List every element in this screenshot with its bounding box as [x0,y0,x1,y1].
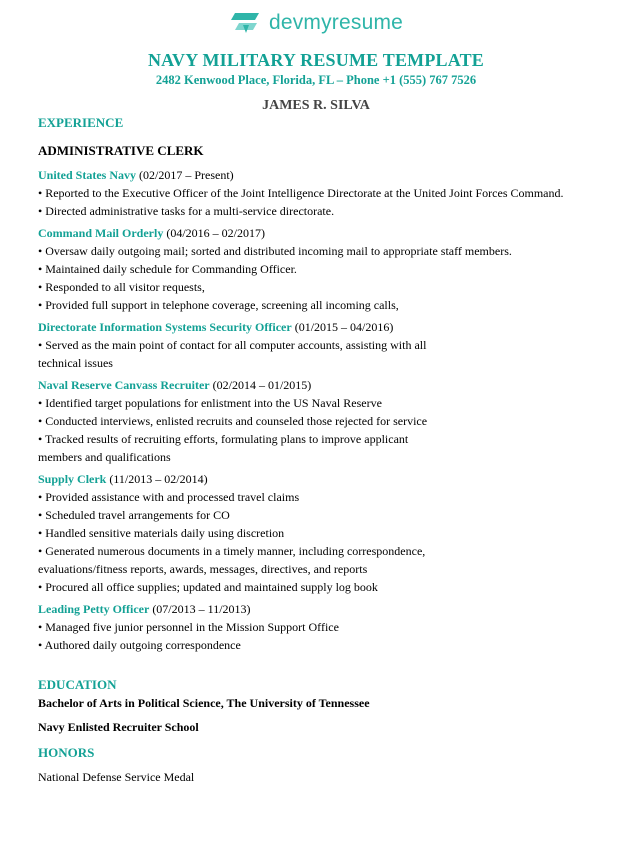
job-bullet: • Identified target populations for enlistment into the US Naval Reserve [38,396,382,410]
job-dates: (01/2015 – 04/2016) [291,320,394,334]
job-header [38,224,598,242]
job-bullet: • Procured all office supplies; updated and maintained supply log book [38,580,378,594]
job-bullet: • Served as the main point of contact for all computer accounts, assisting with all technical issues [38,338,427,370]
honors-heading: HONORS [38,745,95,760]
job-header [38,318,598,336]
job-entry [38,318,598,372]
brand-logo-icon [229,11,263,35]
job-organization: Command Mail Orderly [38,226,164,240]
job-dates: (02/2017 – Present) [136,168,234,182]
job-organization: Leading Petty Officer [38,602,150,616]
brand-name: devmyresume [268,11,404,34]
job-header [38,376,598,394]
job-entry [38,376,598,466]
job-organization: Supply Clerk [38,472,107,486]
job-header [38,166,598,184]
job-organization: United States Navy [38,168,136,182]
job-bullet: • Provided assistance with and processed travel claims [38,490,300,504]
education-item: Bachelor of Arts in Political Science, The University of Tennessee [38,696,370,710]
job-dates: (02/2014 – 01/2015) [209,378,312,392]
resume-header [0,50,632,114]
job-entry [38,470,598,596]
job-bullet: • Maintained daily schedule for Commanding Officer. [38,262,297,276]
job-dates: (07/2013 – 11/2013) [149,602,251,616]
role-title: ADMINISTRATIVE CLERK [38,143,204,158]
job-bullet: • Directed administrative tasks for a multi-service directorate. [38,204,335,218]
document-title: NAVY MILITARY RESUME TEMPLATE [147,50,485,70]
job-bullet: • Authored daily outgoing correspondence [38,638,241,652]
candidate-name: JAMES R. SILVA [262,98,370,113]
experience-heading: EXPERIENCE [38,115,124,130]
job-dates: (04/2016 – 02/2017) [163,226,265,240]
job-entry [38,600,598,654]
job-entry [38,224,598,314]
job-bullet: • Generated numerous documents in a timely manner, including correspondence, evaluations/fitness reports, awards, messages, directives, and reports [38,544,426,576]
job-entry [38,166,598,220]
job-bullet: • Provided full support in telephone coverage, screening all incoming calls, [38,298,399,312]
job-header [38,600,598,618]
education-item: Navy Enlisted Recruiter School [38,720,199,734]
job-header [38,470,598,488]
education-heading: EDUCATION [38,677,117,692]
job-bullet: • Scheduled travel arrangements for CO [38,508,230,522]
job-bullet: • Responded to all visitor requests, [38,280,205,294]
resume-body [38,114,598,786]
job-bullet: • Oversaw daily outgoing mail; sorted and distributed incoming mail to appropriate staff members. [38,244,512,258]
job-organization: Naval Reserve Canvass Recruiter [38,378,210,392]
job-bullet: • Reported to the Executive Officer of the Joint Intelligence Directorate at the United Joint Forces Command. [38,186,564,200]
job-bullet: • Tracked results of recruiting efforts, formulating plans to improve applicant members and qualifications [38,432,409,464]
contact-line: 2482 Kenwood Place, Florida, FL – Phone +1 (555) 767 7526 [155,73,477,87]
job-bullet: • Managed five junior personnel in the Mission Support Office [38,620,339,634]
honor-item: National Defense Service Medal [38,770,195,784]
job-dates: (11/2013 – 02/2014) [106,472,208,486]
job-bullet: • Handled sensitive materials daily using discretion [38,526,285,540]
brand-logo [0,11,632,40]
job-organization: Directorate Information Systems Security Officer [38,320,292,334]
job-bullet: • Conducted interviews, enlisted recruits and counseled those rejected for service [38,414,428,428]
